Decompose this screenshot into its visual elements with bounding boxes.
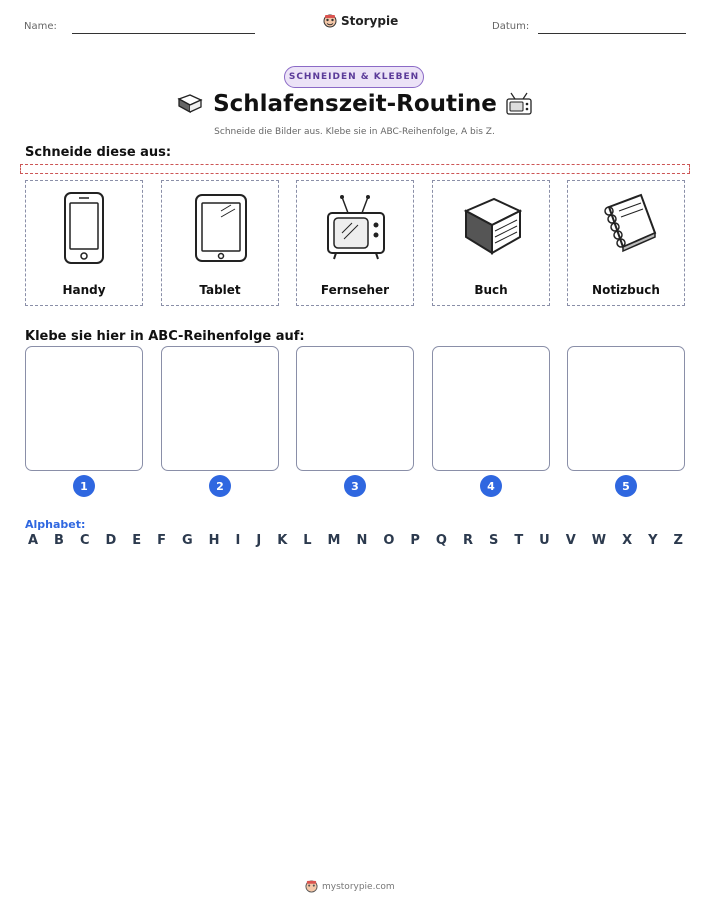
alphabet-letter: P bbox=[410, 533, 420, 548]
alphabet-letter: A bbox=[28, 533, 39, 548]
paste-slot-2[interactable] bbox=[161, 346, 279, 471]
slot-number-badge: 3 bbox=[344, 475, 366, 497]
cut-card-fernseher[interactable] bbox=[296, 180, 414, 306]
alphabet-letter: K bbox=[277, 533, 288, 548]
paste-slot-5[interactable] bbox=[567, 346, 685, 471]
instructions: Schneide die Bilder aus. Klebe sie in ABC-Reihenfolge, A bis Z. bbox=[214, 127, 495, 137]
name-line bbox=[72, 33, 255, 34]
cut-line bbox=[20, 164, 690, 174]
cut-card-label: Handy bbox=[62, 283, 106, 297]
paste-slot-1[interactable] bbox=[25, 346, 143, 471]
alphabet-letter: E bbox=[132, 533, 142, 548]
alphabet-letter: X bbox=[622, 533, 633, 548]
cut-card-label: Tablet bbox=[199, 283, 241, 297]
alphabet-letter: I bbox=[235, 533, 241, 548]
cut-card-label: Notizbuch bbox=[592, 283, 660, 297]
alphabet-letter: L bbox=[303, 533, 312, 548]
date-line bbox=[538, 33, 686, 34]
page-title: Schlafenszeit-Routine bbox=[213, 91, 497, 117]
alphabet-letter: Q bbox=[435, 533, 447, 548]
alphabet-letter: J bbox=[256, 533, 262, 548]
tv-icon bbox=[326, 189, 386, 269]
alphabet-letter: B bbox=[54, 533, 64, 548]
alphabet-letter: Y bbox=[648, 533, 658, 548]
alphabet-letter: T bbox=[514, 533, 524, 548]
slot-number-badge: 1 bbox=[73, 475, 95, 497]
notebook-icon bbox=[597, 189, 657, 269]
cut-card-label: Fernseher bbox=[320, 283, 390, 297]
alphabet-row bbox=[28, 533, 683, 548]
alphabet-letter: S bbox=[488, 533, 499, 548]
cut-card-label: Buch bbox=[474, 283, 508, 297]
cut-card-handy[interactable] bbox=[25, 180, 143, 306]
storypie-mascot-icon bbox=[305, 880, 318, 893]
paste-slot-3[interactable] bbox=[296, 346, 414, 471]
alphabet-letter: D bbox=[105, 533, 117, 548]
alphabet-letter: V bbox=[565, 533, 576, 548]
paste-section-heading: Klebe sie hier in ABC-Reihenfolge auf: bbox=[25, 329, 305, 344]
alphabet-letter: Z bbox=[673, 533, 683, 548]
alphabet-heading: Alphabet: bbox=[25, 518, 86, 531]
slot-number-badge: 5 bbox=[615, 475, 637, 497]
alphabet-letter: C bbox=[79, 533, 90, 548]
alphabet-letter: O bbox=[383, 533, 395, 548]
alphabet-letter: H bbox=[208, 533, 220, 548]
cut-section-heading: Schneide diese aus: bbox=[25, 145, 172, 160]
alphabet-letter: G bbox=[182, 533, 193, 548]
alphabet-letter: F bbox=[157, 533, 167, 548]
alphabet-letter: R bbox=[462, 533, 473, 548]
book-icon bbox=[462, 189, 522, 269]
slot-number-badge: 2 bbox=[209, 475, 231, 497]
footer-url: mystorypie.com bbox=[322, 881, 395, 892]
tv-icon bbox=[505, 92, 533, 118]
cut-card-notizbuch[interactable] bbox=[567, 180, 685, 306]
paste-slot-4[interactable] bbox=[432, 346, 550, 471]
slot-number-badge: 4 bbox=[480, 475, 502, 497]
name-label: Name: bbox=[24, 21, 57, 32]
alphabet-letter: N bbox=[356, 533, 368, 548]
alphabet-letter: M bbox=[327, 533, 341, 548]
cut-card-buch[interactable] bbox=[432, 180, 550, 306]
alphabet-letter: U bbox=[539, 533, 550, 548]
storypie-logo bbox=[323, 14, 398, 28]
storypie-mascot-icon bbox=[323, 14, 337, 28]
footer bbox=[305, 880, 395, 893]
smartphone-icon bbox=[55, 189, 115, 269]
logo-text: Storypie bbox=[341, 14, 399, 28]
activity-badge: SCHNEIDEN & KLEBEN bbox=[284, 66, 424, 88]
tablet-icon bbox=[191, 189, 251, 269]
date-label: Datum: bbox=[492, 21, 530, 32]
alphabet-letter: W bbox=[591, 533, 607, 548]
cut-card-tablet[interactable] bbox=[161, 180, 279, 306]
